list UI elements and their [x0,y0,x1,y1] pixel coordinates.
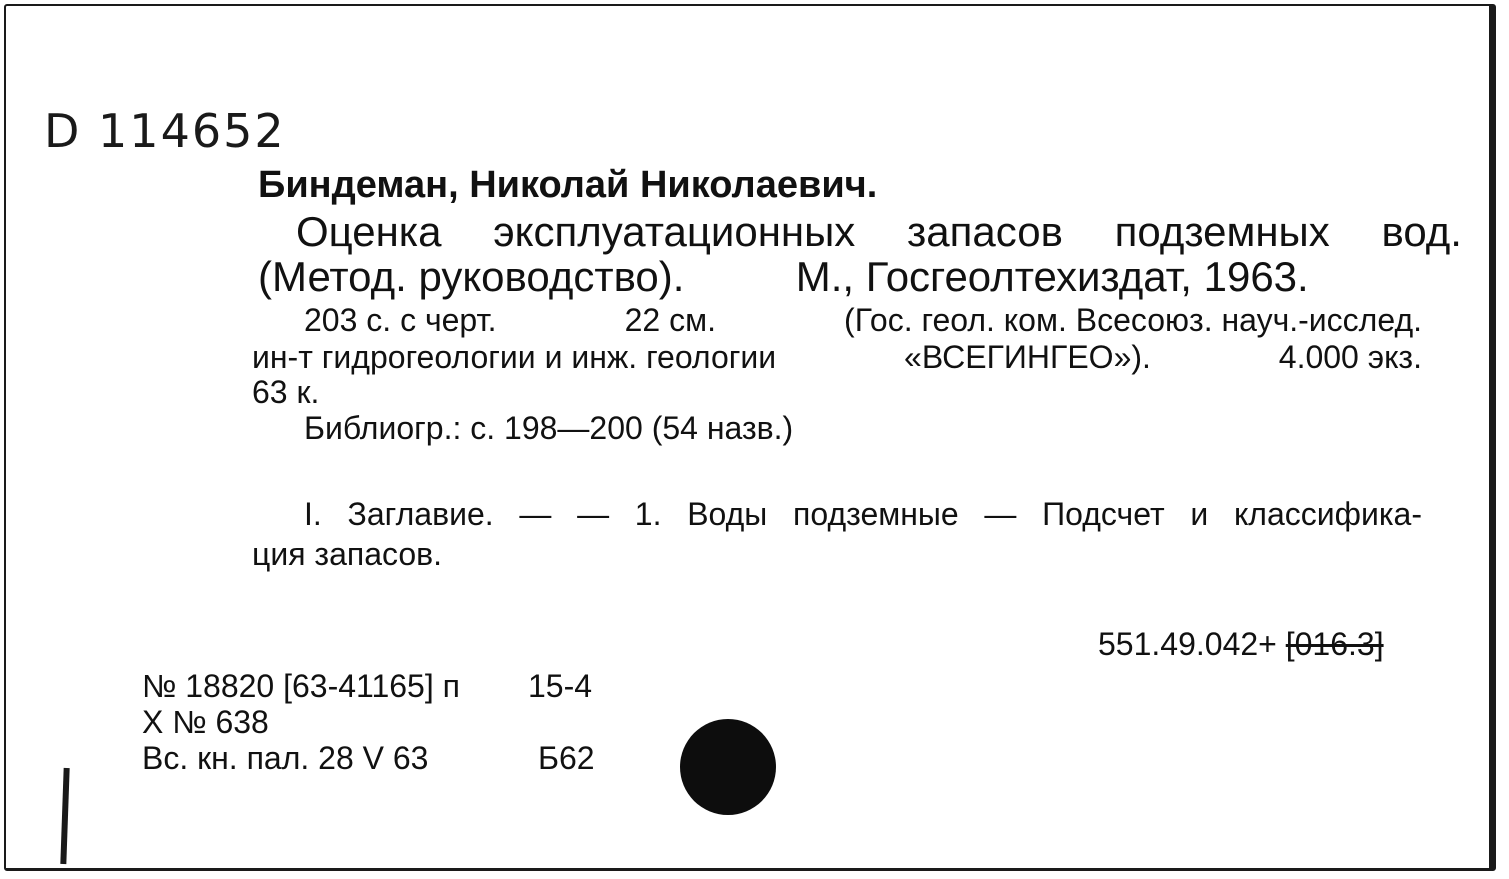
title-line-2 [258,253,1309,301]
title-word: вод. [1381,208,1462,255]
series-institute: ин-т гидрогеологии и инж. геологии [252,339,777,375]
chamber-ref: Вс. кн. пал. 28 V 63 [142,740,429,776]
register-line-1 [142,668,593,705]
udc-struck: [016.3] [1285,626,1384,662]
title-word: Оценка [296,208,442,255]
title-word: эксплуатационных [493,208,856,255]
title-line-1 [296,208,1462,256]
imprint: М., Госгеолтехиздат, 1963. [795,253,1309,300]
title-word: запасов [907,208,1063,255]
subjects-text: I. Заглавие. — — 1. Воды подземные — Подсчет и классифика- [304,496,1422,532]
catalog-card [4,4,1496,871]
author-heading: Биндеман, Николай Николаевич. [258,164,878,206]
bibliography-note: Библиогр.: с. 198—200 (54 назв.) [304,410,794,446]
series-acronym: «ВСЕГИНГЕО»). [904,339,1151,375]
handwritten-number: D 114652 [44,104,286,158]
chamber-code: Б62 [538,740,595,776]
collation-line-2 [252,339,1422,376]
subjects-line-1 [304,496,1422,533]
price: 63 к. [252,374,320,410]
udc-main: 551.49.042+ [1098,626,1277,662]
collation-pages: 203 с. с черт. [304,302,497,338]
udc-code [1098,626,1384,663]
collation-line-1 [304,302,1422,339]
margin-mark [60,768,69,864]
title-word: подземных [1114,208,1330,255]
register-code: 15-4 [528,668,593,704]
collation-size: 22 см. [624,302,716,338]
print-run: 4.000 экз. [1278,339,1422,375]
register-line-2: Х № 638 [142,704,269,740]
punch-hole [680,719,776,815]
register-number: № 18820 [63-41165] п [142,668,460,704]
series-start: (Гос. геол. ком. Всесоюз. науч.-исслед. [844,302,1422,338]
register-line-3 [142,740,595,777]
subjects-line-2: ция запасов. [252,536,443,572]
title-subtitle: (Метод. руководство). [258,253,685,300]
